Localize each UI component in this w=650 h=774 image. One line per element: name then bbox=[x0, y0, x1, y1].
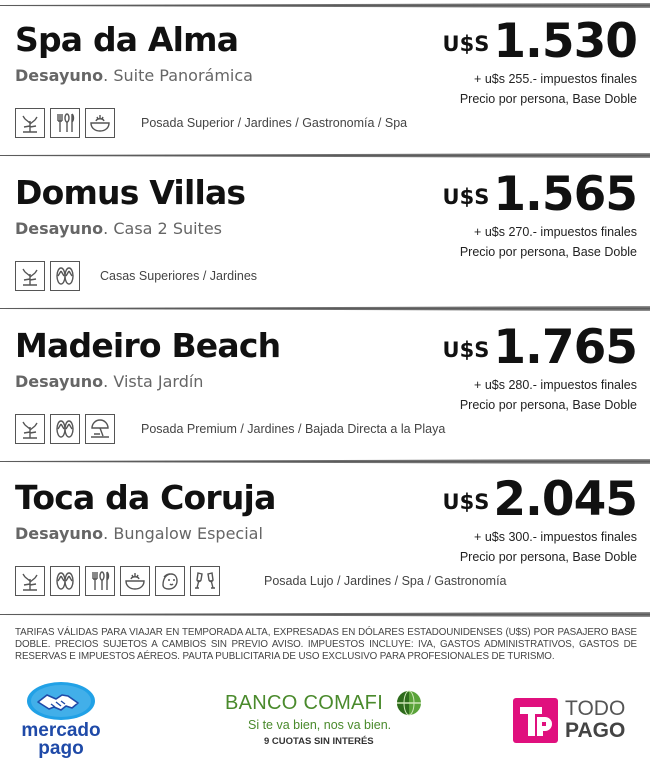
hotel-name: Toca da Coruja bbox=[15, 478, 276, 517]
top-divider bbox=[0, 3, 650, 8]
comafi-name: BANCO COMAFI bbox=[225, 692, 384, 714]
gastronomy-icon bbox=[85, 108, 115, 138]
hotel-card-domus-villas bbox=[0, 167, 650, 323]
hotel-price bbox=[443, 14, 637, 69]
hotel-card-spa-da-alma bbox=[0, 14, 650, 170]
room-type: Suite Panorámica bbox=[113, 66, 253, 85]
hotel-room: Desayuno. Suite Panorámica bbox=[15, 66, 253, 85]
meal-plan: Desayuno bbox=[15, 372, 104, 391]
garden-icon bbox=[15, 566, 45, 596]
price-basis: Precio por persona, Base Doble bbox=[459, 245, 637, 259]
price-amount: 1.530 bbox=[493, 14, 637, 69]
dining-icon bbox=[50, 108, 80, 138]
mercadopago-line1: mercado bbox=[21, 720, 101, 741]
flip-flops-icon bbox=[50, 414, 80, 444]
hotel-name: Domus Villas bbox=[15, 173, 246, 212]
hotel-card-madeiro-beach bbox=[0, 320, 650, 476]
currency: U$S bbox=[442, 32, 490, 56]
currency: U$S bbox=[442, 185, 490, 209]
tax-note: + u$s 270.- impuestos finales bbox=[474, 225, 637, 239]
garden-icon bbox=[15, 414, 45, 444]
hotel-price bbox=[443, 472, 637, 527]
gastronomy-icon bbox=[120, 566, 150, 596]
dining-icon bbox=[85, 566, 115, 596]
hotel-card-toca-da-coruja bbox=[0, 472, 650, 628]
spa-icon bbox=[155, 566, 185, 596]
todopago-line2: PAGO bbox=[565, 719, 626, 742]
mercadopago-wordmark bbox=[16, 722, 106, 758]
amenity-icons bbox=[15, 108, 115, 138]
todopago-logo bbox=[513, 698, 643, 744]
hotel-room: Desayuno. Bungalow Especial bbox=[15, 524, 263, 543]
price-amount: 1.765 bbox=[493, 320, 637, 375]
hotel-price bbox=[443, 320, 637, 375]
mercadopago-line2: pago bbox=[38, 738, 84, 759]
tp-mark-icon bbox=[513, 698, 558, 743]
garden-icon bbox=[15, 108, 45, 138]
todopago-line1: TODO bbox=[565, 697, 626, 720]
hotel-features: Casas Superiores / Jardines bbox=[100, 269, 258, 283]
tax-note: + u$s 255.- impuestos finales bbox=[474, 72, 637, 86]
price-basis: Precio por persona, Base Doble bbox=[459, 398, 637, 412]
hotel-features: Posada Lujo / Jardines / Spa / Gastronomía bbox=[264, 574, 507, 588]
price-basis: Precio por persona, Base Doble bbox=[459, 92, 637, 106]
disclaimer: TARIFAS VÁLIDAS PARA VIAJAR EN TEMPORADA ALTA, EXPRESADAS EN DÓLARES ESTADOUNIDENSES (U$S) POR PASAJERO BASE DOBLE. PRECIOS SUJETOS A CAMBIOS SIN PREVIO AVISO. IMPUESTOS INCLUYE: IVA, GASTOS ADMINISTRATIVOS, GASTOS DE RESERVAS E IMPUESTOS AÉREOS. PAUTA PUBLICITARIA DE USO EXCLUSIVO PARA PROFESIONALES DE TURISMO. bbox=[15, 627, 637, 662]
todopago-wordmark bbox=[565, 698, 625, 742]
globe-icon bbox=[396, 690, 422, 716]
tax-note: + u$s 300.- impuestos finales bbox=[474, 530, 637, 544]
price-amount: 1.565 bbox=[493, 167, 637, 222]
price-basis: Precio por persona, Base Doble bbox=[459, 550, 637, 564]
meal-plan: Desayuno bbox=[15, 524, 104, 543]
hotel-name: Madeiro Beach bbox=[15, 326, 281, 365]
meal-plan: Desayuno bbox=[15, 219, 104, 238]
amenity-icons bbox=[15, 414, 115, 444]
hotel-features: Posada Superior / Jardines / Gastronomía / Spa bbox=[141, 116, 408, 130]
flip-flops-icon bbox=[50, 261, 80, 291]
handshake-icon bbox=[16, 680, 106, 722]
room-type: Vista Jardín bbox=[113, 372, 204, 391]
beach-icon bbox=[85, 414, 115, 444]
amenity-icons bbox=[15, 566, 220, 596]
amenity-icons bbox=[15, 261, 80, 291]
banco-comafi-logo bbox=[222, 690, 432, 750]
price-amount: 2.045 bbox=[493, 472, 637, 527]
flip-flops-icon bbox=[50, 566, 80, 596]
room-type: Casa 2 Suites bbox=[113, 219, 223, 238]
currency: U$S bbox=[442, 338, 490, 362]
meal-plan: Desayuno bbox=[15, 66, 104, 85]
mercadopago-logo bbox=[16, 680, 106, 760]
room-type: Bungalow Especial bbox=[113, 524, 263, 543]
hotel-room: Desayuno. Casa 2 Suites bbox=[15, 219, 223, 238]
currency: U$S bbox=[442, 490, 490, 514]
hotel-price bbox=[443, 167, 637, 222]
hotel-name: Spa da Alma bbox=[15, 20, 239, 59]
hotel-room: Desayuno. Vista Jardín bbox=[15, 372, 204, 391]
comafi-tagline: Si te va bien, nos va bien. bbox=[248, 718, 392, 732]
todopago-mark bbox=[513, 698, 558, 743]
tax-note: + u$s 280.- impuestos finales bbox=[474, 378, 637, 392]
comafi-cuotas: 9 CUOTAS SIN INTERÉS bbox=[264, 736, 374, 747]
hotel-features: Posada Premium / Jardines / Bajada Directa a la Playa bbox=[141, 422, 446, 436]
garden-icon bbox=[15, 261, 45, 291]
toast-icon bbox=[190, 566, 220, 596]
